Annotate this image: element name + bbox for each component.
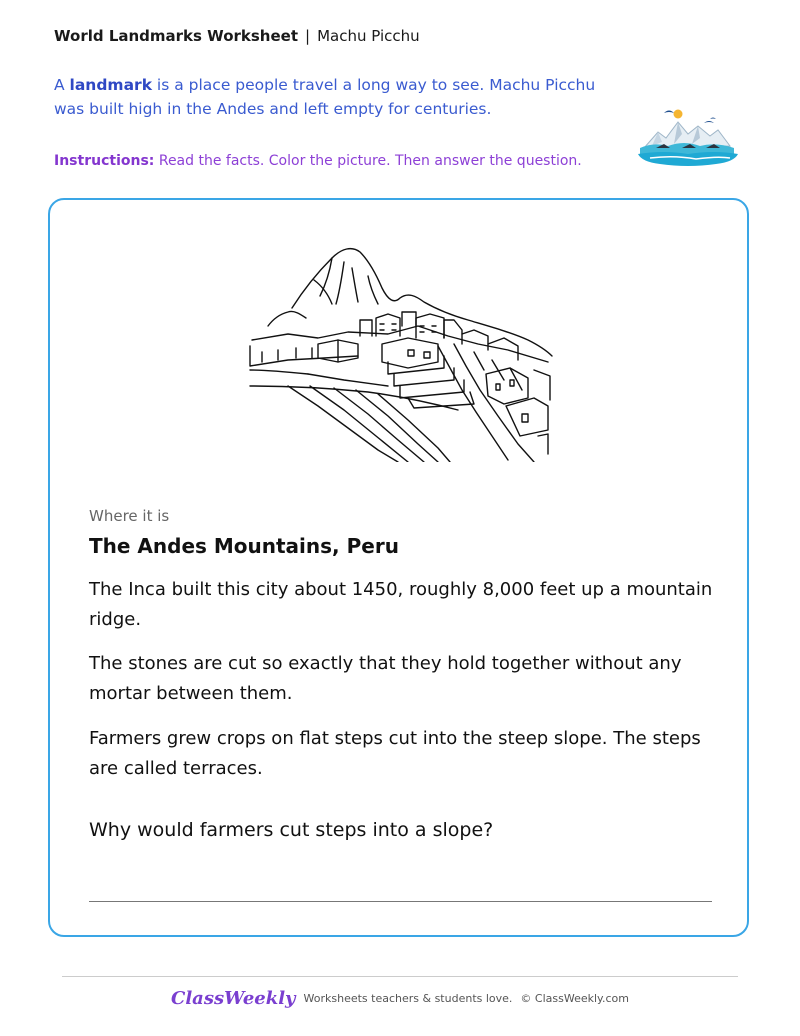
worksheet-title: World Landmarks Worksheet	[54, 27, 298, 45]
answer-line[interactable]	[89, 901, 712, 902]
intro-text: is a place people travel a long way to see. Machu Picchu was built high in the Andes and left empty for centuries.	[54, 76, 596, 118]
instructions-label: Instructions:	[54, 153, 155, 169]
intro-paragraph	[54, 74, 614, 121]
worksheet-header	[54, 26, 420, 46]
footer-divider	[62, 976, 738, 977]
worksheet-subtitle: Machu Picchu	[317, 27, 420, 45]
fact-paragraph: The Inca built this city about 1450, roughly 8,000 feet up a mountain ridge.	[89, 579, 713, 630]
footer-tagline: Worksheets teachers & students love.	[303, 992, 513, 1005]
mountain-island-icon	[634, 104, 742, 170]
where-it-is-label: Where it is	[89, 507, 170, 525]
brand-logo: ClassWeekly	[171, 988, 296, 1009]
instructions-text: Read the facts. Color the picture. Then answer the question.	[154, 153, 582, 169]
intro-prefix: A	[54, 76, 70, 94]
intro-term: landmark	[69, 76, 152, 94]
fact-paragraph: Farmers grew crops on flat steps cut into the steep slope. The steps are called terraces.	[89, 728, 701, 779]
question-prompt: Why would farmers cut steps into a slope?	[89, 819, 494, 841]
machu-picchu-line-drawing	[248, 240, 553, 462]
instructions	[54, 151, 582, 171]
fact-paragraph: The stones are cut so exactly that they hold together without any mortar between them.	[89, 653, 682, 704]
footer	[0, 988, 800, 1009]
footer-copyright: © ClassWeekly.com	[520, 992, 629, 1005]
header-separator: |	[305, 27, 311, 45]
location-heading: The Andes Mountains, Peru	[89, 534, 399, 558]
